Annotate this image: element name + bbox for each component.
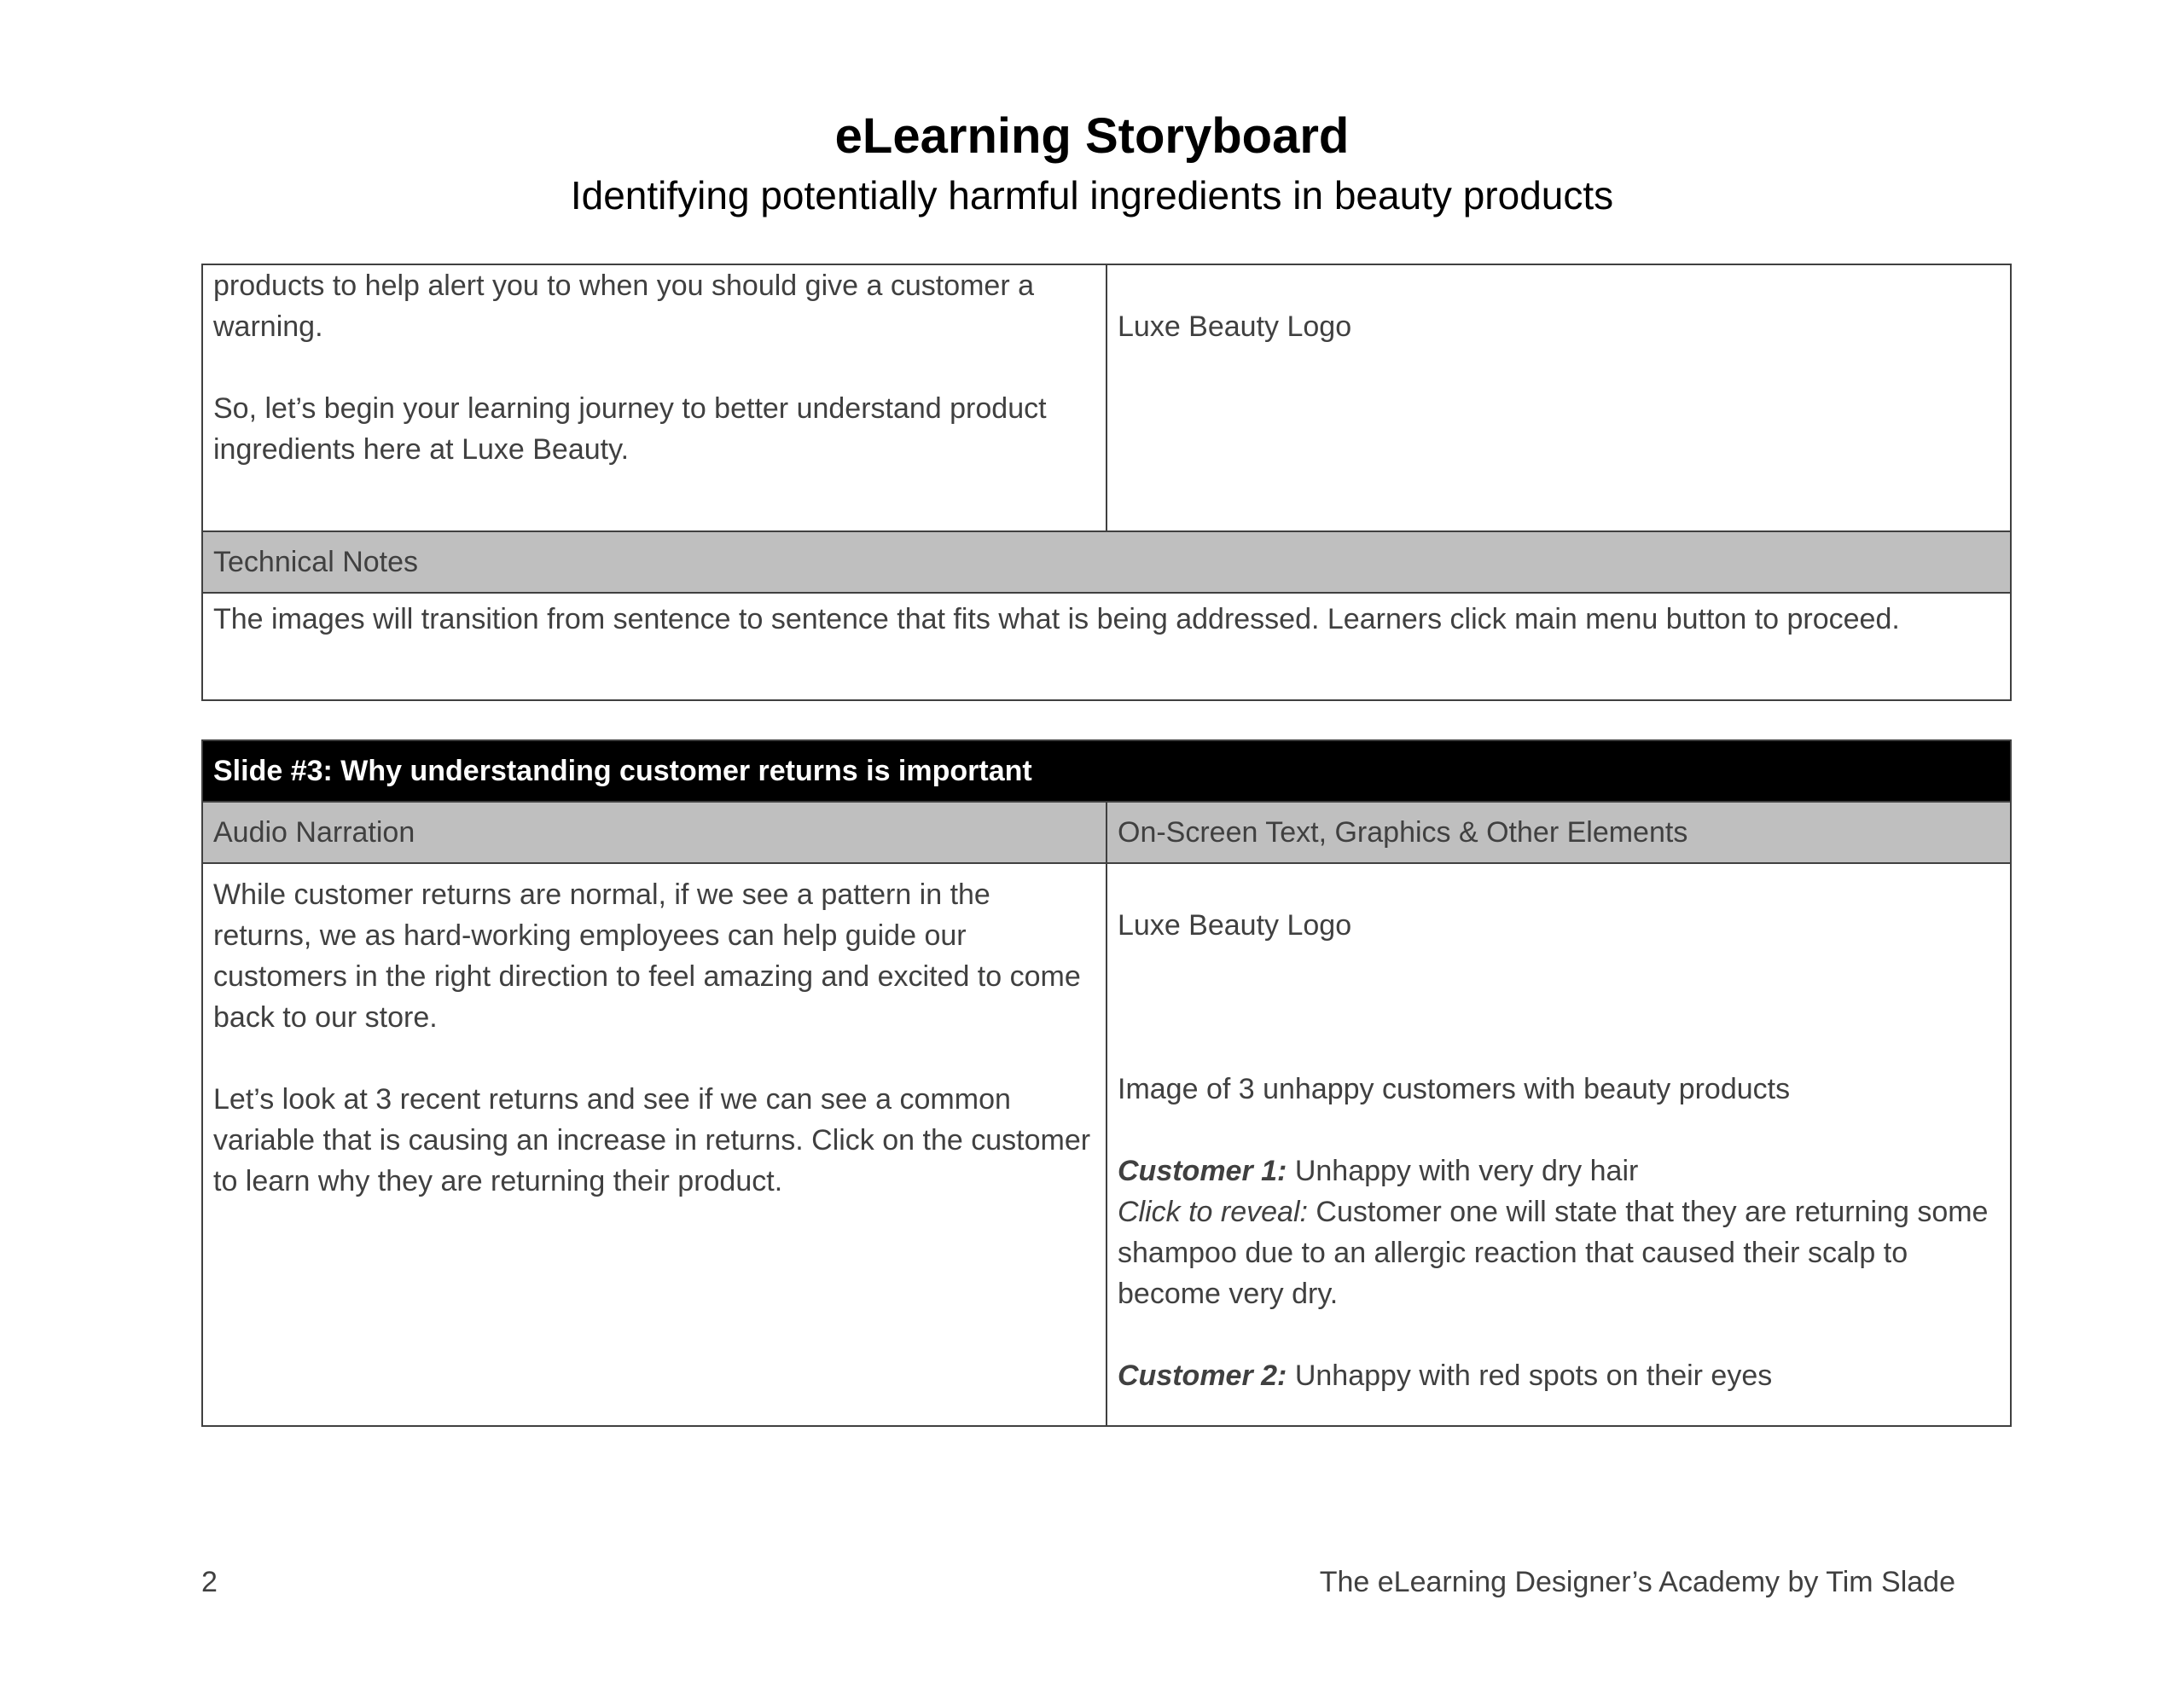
onscreen-logo-note: Luxe Beauty Logo <box>1118 909 1352 942</box>
onscreen-image-note: Image of 3 unhappy customers with beauty products <box>1118 1073 1791 1105</box>
page-subtitle: Identifying potentially harmful ingredients in beauty products <box>570 173 1614 217</box>
reveal-label: Click to reveal: <box>1118 1196 1308 1228</box>
slide-3-title: Slide #3: Why understanding customer returns is important <box>202 740 2011 802</box>
narration-paragraph: So, let’s begin your learning journey to better understand product ingredients here at Luxe Beauty. <box>213 392 1047 466</box>
technical-notes-header: Technical Notes <box>202 531 2011 593</box>
narration-paragraph: products to help alert you to when you should give a customer a warning. <box>213 270 1035 343</box>
onscreen-elements-header: On-Screen Text, Graphics & Other Elements <box>1107 802 2011 863</box>
reveal-text: Customer one will state that they are returning some shampoo due to an allergic reaction that caused their scalp to become very dry. <box>1118 1196 1989 1310</box>
technical-notes-text: The images will transition from sentence to sentence that fits what is being addressed. Learners click main menu button to proceed. <box>202 593 2011 700</box>
onscreen-logo-note: Luxe Beauty Logo <box>1118 310 1352 343</box>
footer-credit: The eLearning Designer’s Academy by Tim Slade <box>1319 1566 1955 1598</box>
slide-3-table <box>201 739 2012 1427</box>
customer-2-text: Unhappy with red spots on their eyes <box>1287 1359 1773 1392</box>
slide-2-continued-table <box>201 264 2012 701</box>
audio-narration-cell <box>202 264 1107 531</box>
audio-narration-cell <box>202 863 1107 1426</box>
page-number: 2 <box>201 1566 218 1598</box>
customer-1-text: Unhappy with very dry hair <box>1287 1155 1639 1187</box>
customer-1-note <box>1118 1151 2000 1191</box>
narration-paragraph: Let’s look at 3 recent returns and see if we can see a common variable that is causing an increase in returns. Click on the customer to learn why they are returning their product. <box>213 1083 1091 1197</box>
customer-2-label: Customer 2: <box>1118 1359 1287 1392</box>
onscreen-cell <box>1107 264 2011 531</box>
customer-2-note <box>1118 1355 2000 1396</box>
page-title: eLearning Storyboard <box>834 108 1350 164</box>
audio-narration-header: Audio Narration <box>202 802 1107 863</box>
reveal-note <box>1118 1191 2000 1314</box>
customer-1-label: Customer 1: <box>1118 1155 1287 1187</box>
onscreen-cell <box>1107 863 2011 1426</box>
narration-paragraph: While customer returns are normal, if we see a pattern in the returns, we as hard-working employees can help guide our customers in the right direction to feel amazing and excited to come back to our store. <box>213 878 1081 1034</box>
